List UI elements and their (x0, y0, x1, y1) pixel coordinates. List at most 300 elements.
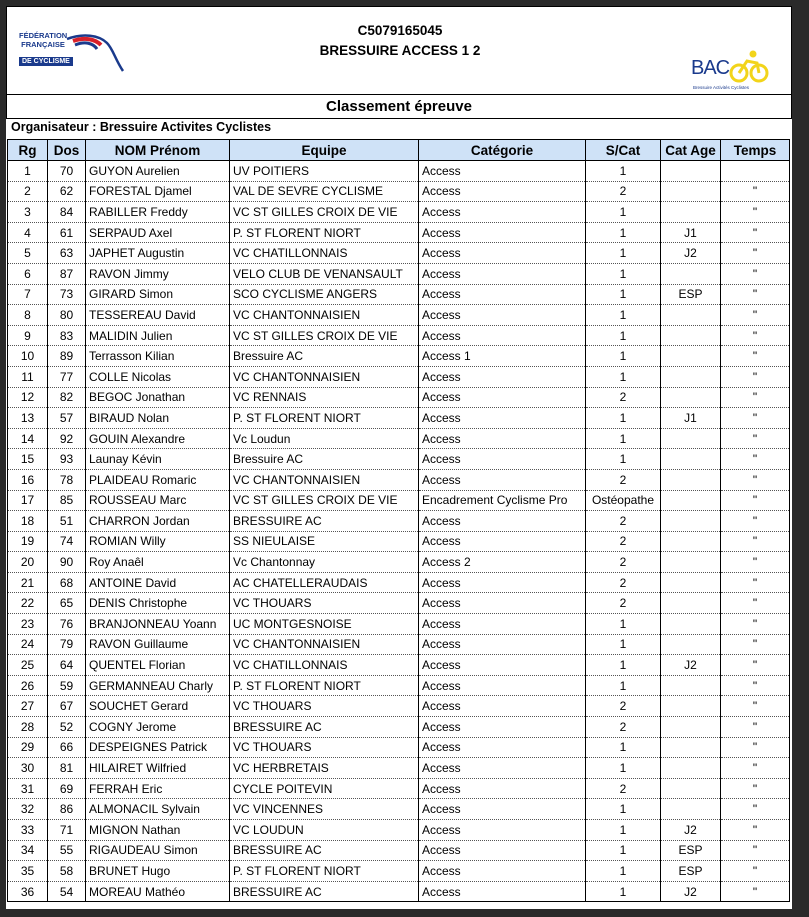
cell-age-category (661, 161, 721, 182)
cell-bib: 51 (48, 511, 86, 532)
table-row (8, 717, 790, 738)
cell-time: " (721, 408, 790, 429)
table-row (8, 696, 790, 717)
cell-category: Access (419, 696, 586, 717)
cell-name: COGNY Jerome (86, 717, 230, 738)
cell-team: VC CHANTONNAISIEN (230, 634, 419, 655)
cell-name: Launay Kévin (86, 449, 230, 470)
cell-rank: 22 (8, 593, 48, 614)
col-cat-age: Cat Age (661, 140, 721, 161)
cell-name: FERRAH Eric (86, 778, 230, 799)
cell-name: BIRAUD Nolan (86, 408, 230, 429)
table-row (8, 552, 790, 573)
cell-age-category (661, 696, 721, 717)
cell-team: VC HERBRETAIS (230, 758, 419, 779)
cell-time: " (721, 490, 790, 511)
col-equipe: Equipe (230, 140, 419, 161)
event-title: BRESSUIRE ACCESS 1 2 (319, 43, 481, 58)
cell-name: ALMONACIL Sylvain (86, 799, 230, 820)
cell-rank: 5 (8, 243, 48, 264)
cell-time: " (721, 881, 790, 902)
table-row (8, 490, 790, 511)
cell-name: MOREAU Mathéo (86, 881, 230, 902)
cell-rank: 33 (8, 820, 48, 841)
table-row (8, 263, 790, 284)
cell-bib: 64 (48, 655, 86, 676)
cell-bib: 71 (48, 820, 86, 841)
cell-subcategory: 2 (586, 469, 661, 490)
cell-bib: 57 (48, 408, 86, 429)
cell-category: Access (419, 717, 586, 738)
cell-rank: 16 (8, 469, 48, 490)
cyclist-icon (729, 49, 769, 83)
cell-bib: 80 (48, 305, 86, 326)
cell-bib: 81 (48, 758, 86, 779)
cell-team: P. ST FLORENT NIORT (230, 222, 419, 243)
cell-team: VC ST GILLES CROIX DE VIE (230, 490, 419, 511)
cell-category: Access (419, 881, 586, 902)
cell-age-category: J1 (661, 408, 721, 429)
cell-age-category (661, 305, 721, 326)
cell-name: COLLE Nicolas (86, 366, 230, 387)
cell-time: " (721, 778, 790, 799)
cell-time: " (721, 531, 790, 552)
cell-name: RAVON Guillaume (86, 634, 230, 655)
cell-rank: 27 (8, 696, 48, 717)
cell-category: Access (419, 593, 586, 614)
cell-team: VC CHATILLONNAIS (230, 243, 419, 264)
cell-age-category: ESP (661, 840, 721, 861)
cell-subcategory: 1 (586, 346, 661, 367)
table-row (8, 346, 790, 367)
cell-category: Access (419, 675, 586, 696)
cell-subcategory: 1 (586, 428, 661, 449)
cell-category: Access (419, 449, 586, 470)
cell-category: Access (419, 263, 586, 284)
cell-name: RABILLER Freddy (86, 202, 230, 223)
cell-category: Access (419, 655, 586, 676)
cell-age-category (661, 799, 721, 820)
table-row (8, 387, 790, 408)
cell-name: BRANJONNEAU Yoann (86, 614, 230, 635)
cell-rank: 3 (8, 202, 48, 223)
cell-name: Roy Anaêl (86, 552, 230, 573)
cell-bib: 89 (48, 346, 86, 367)
table-row (8, 881, 790, 902)
cell-bib: 69 (48, 778, 86, 799)
cell-rank: 28 (8, 717, 48, 738)
cell-category: Access 2 (419, 552, 586, 573)
cell-name: SOUCHET Gerard (86, 696, 230, 717)
table-row (8, 737, 790, 758)
bac-logo (691, 49, 771, 93)
cell-category: Access (419, 284, 586, 305)
cell-team: VC THOUARS (230, 696, 419, 717)
cell-rank: 19 (8, 531, 48, 552)
cell-rank: 21 (8, 572, 48, 593)
cell-rank: 4 (8, 222, 48, 243)
cell-category: Access (419, 387, 586, 408)
cell-bib: 87 (48, 263, 86, 284)
cell-team: VC THOUARS (230, 737, 419, 758)
cell-bib: 67 (48, 696, 86, 717)
cell-rank: 14 (8, 428, 48, 449)
cell-category: Access (419, 243, 586, 264)
cell-age-category (661, 531, 721, 552)
header (6, 6, 792, 94)
table-row (8, 778, 790, 799)
cell-category: Access (419, 614, 586, 635)
cell-category: Access (419, 161, 586, 182)
cell-team: BRESSUIRE AC (230, 717, 419, 738)
cell-rank: 25 (8, 655, 48, 676)
cell-rank: 7 (8, 284, 48, 305)
cell-rank: 35 (8, 861, 48, 882)
cell-category: Access (419, 222, 586, 243)
cell-subcategory: 1 (586, 861, 661, 882)
cell-category: Access (419, 181, 586, 202)
cell-rank: 23 (8, 614, 48, 635)
cell-subcategory: 1 (586, 222, 661, 243)
cell-subcategory: 1 (586, 449, 661, 470)
cell-age-category (661, 737, 721, 758)
cell-bib: 93 (48, 449, 86, 470)
cell-bib: 85 (48, 490, 86, 511)
cell-category: Encadrement Cyclisme Pro (419, 490, 586, 511)
cell-subcategory: 1 (586, 881, 661, 902)
cell-subcategory: 2 (586, 531, 661, 552)
table-row (8, 861, 790, 882)
cell-age-category (661, 552, 721, 573)
cell-bib: 77 (48, 366, 86, 387)
cell-category: Access (419, 366, 586, 387)
cell-time: " (721, 696, 790, 717)
cell-age-category: J2 (661, 655, 721, 676)
cell-bib: 90 (48, 552, 86, 573)
cell-age-category (661, 511, 721, 532)
cell-bib: 84 (48, 202, 86, 223)
cell-name: MIGNON Nathan (86, 820, 230, 841)
cell-team: Vc Chantonnay (230, 552, 419, 573)
cell-age-category (661, 758, 721, 779)
table-row (8, 325, 790, 346)
cell-subcategory: 1 (586, 161, 661, 182)
bac-logo-subtitle: Bressuire Activités Cyclistes (693, 85, 750, 90)
cell-subcategory: 2 (586, 181, 661, 202)
table-row (8, 840, 790, 861)
cell-time: " (721, 243, 790, 264)
table-row (8, 243, 790, 264)
cell-time: " (721, 387, 790, 408)
cell-name: ROUSSEAU Marc (86, 490, 230, 511)
cell-name: CHARRON Jordan (86, 511, 230, 532)
cell-name: RAVON Jimmy (86, 263, 230, 284)
cell-rank: 34 (8, 840, 48, 861)
cell-time: " (721, 758, 790, 779)
table-row (8, 655, 790, 676)
classement-title: Classement épreuve (6, 94, 792, 119)
cell-age-category (661, 717, 721, 738)
cell-team: UC MONTGESNOISE (230, 614, 419, 635)
cell-name: GOUIN Alexandre (86, 428, 230, 449)
cell-time: " (721, 717, 790, 738)
cell-name: GUYON Aurelien (86, 161, 230, 182)
cell-team: SS NIEULAISE (230, 531, 419, 552)
cell-age-category (661, 778, 721, 799)
cell-time: " (721, 469, 790, 490)
cell-subcategory: 2 (586, 593, 661, 614)
cell-category: Access (419, 469, 586, 490)
cell-team: Vc Loudun (230, 428, 419, 449)
cell-subcategory: 2 (586, 387, 661, 408)
cell-category: Access (419, 799, 586, 820)
cell-time: " (721, 799, 790, 820)
cell-category: Access (419, 325, 586, 346)
cell-name: RIGAUDEAU Simon (86, 840, 230, 861)
cell-rank: 36 (8, 881, 48, 902)
cell-subcategory: 2 (586, 552, 661, 573)
cell-category: Access (419, 428, 586, 449)
cell-time: " (721, 572, 790, 593)
cell-bib: 74 (48, 531, 86, 552)
cell-time: " (721, 634, 790, 655)
col-nom: NOM Prénom (86, 140, 230, 161)
cell-name: BRUNET Hugo (86, 861, 230, 882)
cell-category: Access (419, 531, 586, 552)
cell-bib: 68 (48, 572, 86, 593)
cell-rank: 13 (8, 408, 48, 429)
cell-rank: 31 (8, 778, 48, 799)
cell-subcategory: 1 (586, 799, 661, 820)
col-categorie: Catégorie (419, 140, 586, 161)
cell-age-category (661, 202, 721, 223)
results-body (8, 161, 790, 902)
cell-name: DENIS Christophe (86, 593, 230, 614)
ffc-logo-cyclisme: DE CYCLISME (19, 57, 73, 66)
table-row (8, 181, 790, 202)
table-row (8, 366, 790, 387)
cell-team: AC CHATELLERAUDAIS (230, 572, 419, 593)
table-row (8, 408, 790, 429)
cell-subcategory: 1 (586, 263, 661, 284)
cell-time: " (721, 181, 790, 202)
cell-age-category: J1 (661, 222, 721, 243)
cell-time: " (721, 263, 790, 284)
col-temps: Temps (721, 140, 790, 161)
cell-bib: 79 (48, 634, 86, 655)
cell-name: TESSEREAU David (86, 305, 230, 326)
cell-time (721, 161, 790, 182)
cell-bib: 62 (48, 181, 86, 202)
cell-rank: 9 (8, 325, 48, 346)
cell-subcategory: 1 (586, 675, 661, 696)
cell-age-category (661, 346, 721, 367)
cell-name: ROMIAN Willy (86, 531, 230, 552)
cell-age-category: J2 (661, 881, 721, 902)
cell-subcategory: 1 (586, 408, 661, 429)
cell-category: Access (419, 820, 586, 841)
table-row (8, 469, 790, 490)
cell-team: VELO CLUB DE VENANSAULT (230, 263, 419, 284)
cell-name: PLAIDEAU Romaric (86, 469, 230, 490)
cell-bib: 70 (48, 161, 86, 182)
cell-time: " (721, 737, 790, 758)
organiser-label: Organisateur : Bressuire Activites Cyclistes (11, 120, 272, 134)
cell-name: JAPHET Augustin (86, 243, 230, 264)
cell-category: Access 1 (419, 346, 586, 367)
cell-time: " (721, 366, 790, 387)
cell-bib: 78 (48, 469, 86, 490)
cell-age-category: ESP (661, 284, 721, 305)
cell-bib: 73 (48, 284, 86, 305)
cell-name: DESPEIGNES Patrick (86, 737, 230, 758)
cell-subcategory: 1 (586, 243, 661, 264)
cell-time: " (721, 346, 790, 367)
cell-subcategory: 1 (586, 820, 661, 841)
cell-team: P. ST FLORENT NIORT (230, 408, 419, 429)
results-table (7, 139, 790, 902)
competition-code: C5079165045 (357, 23, 443, 38)
cell-subcategory: 1 (586, 840, 661, 861)
cell-team: P. ST FLORENT NIORT (230, 675, 419, 696)
cell-rank: 8 (8, 305, 48, 326)
cell-age-category: J2 (661, 820, 721, 841)
cell-age-category (661, 469, 721, 490)
cell-age-category (661, 181, 721, 202)
table-row (8, 202, 790, 223)
cell-rank: 10 (8, 346, 48, 367)
table-row (8, 593, 790, 614)
cell-time: " (721, 861, 790, 882)
table-row (8, 799, 790, 820)
table-row (8, 428, 790, 449)
cell-time: " (721, 840, 790, 861)
cell-name: MALIDIN Julien (86, 325, 230, 346)
cell-time: " (721, 820, 790, 841)
cell-name: HILAIRET Wilfried (86, 758, 230, 779)
cell-age-category (661, 593, 721, 614)
cell-time: " (721, 428, 790, 449)
col-dos: Dos (48, 140, 86, 161)
cell-rank: 17 (8, 490, 48, 511)
cell-bib: 63 (48, 243, 86, 264)
cell-name: SERPAUD Axel (86, 222, 230, 243)
cell-team: VC ST GILLES CROIX DE VIE (230, 202, 419, 223)
cell-rank: 15 (8, 449, 48, 470)
bac-logo-text: BAC (691, 57, 730, 79)
cell-subcategory: 1 (586, 284, 661, 305)
cell-time: " (721, 202, 790, 223)
cell-time: " (721, 614, 790, 635)
cell-category: Access (419, 861, 586, 882)
cell-subcategory: 1 (586, 737, 661, 758)
cell-bib: 86 (48, 799, 86, 820)
col-scat: S/Cat (586, 140, 661, 161)
cell-age-category: J2 (661, 243, 721, 264)
cell-category: Access (419, 572, 586, 593)
cell-team: CYCLE POITEVIN (230, 778, 419, 799)
cell-subcategory: 1 (586, 305, 661, 326)
cell-age-category (661, 490, 721, 511)
cell-rank: 20 (8, 552, 48, 573)
cell-rank: 30 (8, 758, 48, 779)
cell-team: Bressuire AC (230, 449, 419, 470)
cell-category: Access (419, 202, 586, 223)
table-row (8, 284, 790, 305)
cell-team: VC THOUARS (230, 593, 419, 614)
cell-time: " (721, 593, 790, 614)
cell-bib: 82 (48, 387, 86, 408)
cell-category: Access (419, 840, 586, 861)
cell-rank: 1 (8, 161, 48, 182)
col-rg: Rg (8, 140, 48, 161)
cell-team: BRESSUIRE AC (230, 840, 419, 861)
cell-category: Access (419, 758, 586, 779)
cell-team: VAL DE SEVRE CYCLISME (230, 181, 419, 202)
cell-rank: 24 (8, 634, 48, 655)
cell-team: VC ST GILLES CROIX DE VIE (230, 325, 419, 346)
cell-team: SCO CYCLISME ANGERS (230, 284, 419, 305)
table-row (8, 634, 790, 655)
table-row (8, 614, 790, 635)
cell-rank: 32 (8, 799, 48, 820)
cell-name: ANTOINE David (86, 572, 230, 593)
cell-bib: 52 (48, 717, 86, 738)
cell-name: FORESTAL Djamel (86, 181, 230, 202)
cell-team: P. ST FLORENT NIORT (230, 861, 419, 882)
ffc-logo-line: FÉDÉRATION (19, 31, 68, 40)
cell-bib: 59 (48, 675, 86, 696)
cell-category: Access (419, 511, 586, 532)
cell-name: BEGOC Jonathan (86, 387, 230, 408)
cell-bib: 66 (48, 737, 86, 758)
cell-team: VC CHANTONNAISIEN (230, 469, 419, 490)
cell-rank: 12 (8, 387, 48, 408)
cell-category: Access (419, 737, 586, 758)
cell-bib: 65 (48, 593, 86, 614)
cell-time: " (721, 511, 790, 532)
cell-age-category: ESP (661, 861, 721, 882)
cell-time: " (721, 305, 790, 326)
cell-category: Access (419, 634, 586, 655)
cell-subcategory: 2 (586, 572, 661, 593)
cell-age-category (661, 614, 721, 635)
cell-name: QUENTEL Florian (86, 655, 230, 676)
cell-rank: 6 (8, 263, 48, 284)
cell-time: " (721, 284, 790, 305)
table-row (8, 531, 790, 552)
cell-age-category (661, 634, 721, 655)
cell-subcategory: 1 (586, 758, 661, 779)
cell-time: " (721, 552, 790, 573)
table-row (8, 675, 790, 696)
table-row (8, 305, 790, 326)
cell-team: Bressuire AC (230, 346, 419, 367)
cell-bib: 54 (48, 881, 86, 902)
cell-subcategory: 1 (586, 634, 661, 655)
cell-rank: 2 (8, 181, 48, 202)
cell-category: Access (419, 408, 586, 429)
cell-age-category (661, 263, 721, 284)
cell-subcategory: 1 (586, 325, 661, 346)
cell-team: BRESSUIRE AC (230, 881, 419, 902)
cell-category: Access (419, 778, 586, 799)
results-sheet (6, 6, 792, 909)
cell-subcategory: 2 (586, 778, 661, 799)
cell-rank: 26 (8, 675, 48, 696)
cell-subcategory: 1 (586, 655, 661, 676)
cell-age-category (661, 449, 721, 470)
